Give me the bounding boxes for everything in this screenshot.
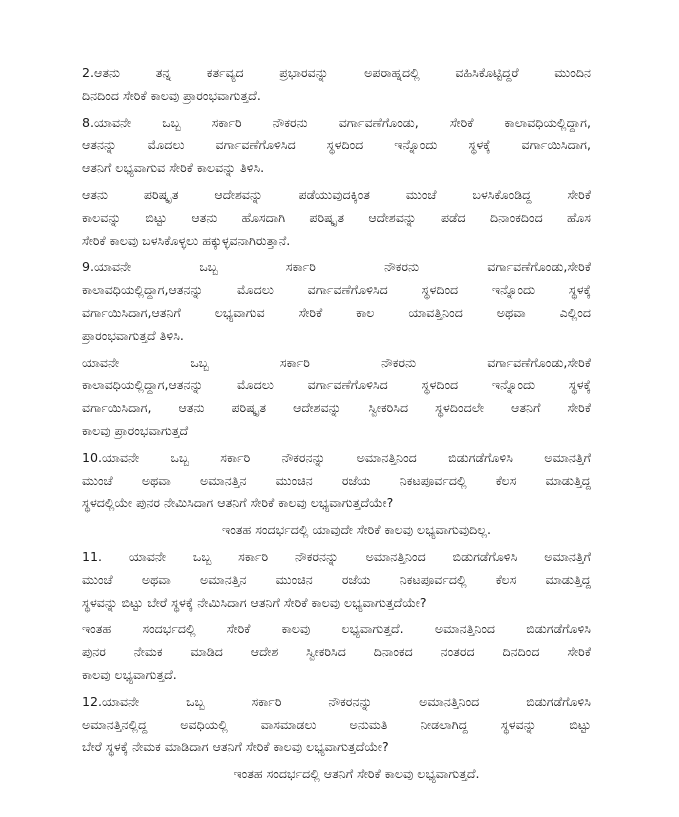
paragraph-10 xyxy=(82,447,591,515)
text-line: ಇಂತಹ ಸಂದರ್ಭದಲ್ಲಿ ಆತನಿಗೆ ಸೇರಿಕೆ ಕಾಲವು ಲಭ್ಯವಾಗುತ್ತದೆ. xyxy=(233,766,480,782)
text-line: ಪ್ರಾರಂಭವಾಗುತ್ತದೆ ತಿಳಿಸಿ. xyxy=(82,327,184,343)
paragraph-11-answer xyxy=(82,618,591,686)
text-line: ಪುನರ ನೇಮಕ ಮಾಡಿದ ಆದೇಶ ಸ್ವೀಕರಿಸಿದ ದಿನಾಂಕದ ನಂತರದ ದಿನದಿಂದ ಸೇರಿಕೆ xyxy=(82,644,591,660)
text-line: ಕಾಲವನ್ನು ಬಿಟ್ಟು ಆತನು ಹೊಸದಾಗಿ ಪರಿಷ್ಕೃತ ಆದೇಶವನ್ನು ಪಡೆದ ದಿನಾಂಕದಿಂದ ಹೊಸ xyxy=(82,209,591,225)
text-line: 12.ಯಾವನೇ ಒಬ್ಬ ಸರ್ಕಾರಿ ನೌಕರನನ್ನು ಅಮಾನತ್ತಿನಿಂದ ಬಿಡುಗಡೆಗೊಳಿಸಿ xyxy=(82,693,591,709)
text-line: 11. ಯಾವನೇ ಒಬ್ಬ ಸರ್ಕಾರಿ ನೌಕರನನ್ನು ಅಮಾನತ್ತಿನಿಂದ ಬಿಡುಗಡೆಗೊಳಿಸಿ ಅಮಾನತ್ತಿಗೆ xyxy=(82,548,591,564)
text-line: ದಿನದಿಂದ ಸೇರಿಕೆ ಕಾಲವು ಪ್ರಾರಂಭವಾಗುತ್ತದೆ. xyxy=(82,87,261,103)
paragraph-8-answer xyxy=(82,184,591,252)
paragraph-10-answer xyxy=(82,519,591,542)
text-line: ಸ್ಥಳದಲ್ಲಿಯೇ ಪುನರ ನೇಮಿಸಿದಾಗ ಆತನಿಗೆ ಸೇರಿಕೆ ಕಾಲವು ಲಭ್ಯವಾಗುತ್ತದೆಯೇ? xyxy=(82,495,394,511)
text-line: 2.ಆತನು ತನ್ನ ಕರ್ತವ್ಯದ ಪ್ರಭಾರವನ್ನು ಅಪರಾಹ್ನದಲ್ಲಿ ವಹಿಸಿಕೊಟ್ಟಿದ್ದರೆ ಮುಂದಿನ xyxy=(82,65,591,80)
text-line: 8.ಯಾವನೇ ಒಬ್ಬ ಸರ್ಕಾರಿ ನೌಕರನು ವರ್ಗಾವಣೆಗೊಂಡು, ಸೇರಿಕೆ ಕಾಲಾವಧಿಯಲ್ಲಿದ್ದಾಗ, xyxy=(82,114,591,130)
text-line: ಅಮಾನತ್ತಿನಲ್ಲಿದ್ದ ಅವಧಿಯಲ್ಲಿ ವಾಸಮಾಡಲು ಅನುಮತಿ ನೀಡಲಾಗಿದ್ದ ಸ್ಥಳವನ್ನು ಬಿಟ್ಟು xyxy=(82,716,591,732)
text-line: ಯಾವನೇ ಒಬ್ಬ ಸರ್ಕಾರಿ ನೌಕರನು ವರ್ಗಾವಣೆಗೊಂಡು,ಸೇರಿಕೆ xyxy=(82,354,591,370)
text-line: ಆತನಿಗೆ ಲಭ್ಯವಾಗುವ ಸೇರಿಕೆ ಕಾಲವನ್ನು ತಿಳಿಸಿ. xyxy=(82,160,265,176)
paragraph-11 xyxy=(82,546,591,614)
text-line: 10.ಯಾವನೇ ಒಬ್ಬ ಸರ್ಕಾರಿ ನೌಕರನನ್ನು ಅಮಾನತ್ತಿನಿಂದ ಬಿಡುಗಡೆಗೊಳಿಸಿ ಅಮಾನತ್ತಿಗೆ xyxy=(82,449,591,465)
text-line: ವರ್ಗಾಯಿಸಿದಾಗ,ಆತನಿಗೆ ಲಭ್ಯವಾಗುವ ಸೇರಿಕೆ ಕಾಲ ಯಾವತ್ತಿನಿಂದ ಅಥವಾ ಎಲ್ಲಿಂದ xyxy=(82,304,591,320)
text-line: ಸೇರಿಕೆ ಕಾಲವು ಬಳಸಿಕೊಳ್ಳಲು ಹಕ್ಕುಳ್ಳವನಾಗಿರುತ್ತಾನೆ. xyxy=(82,232,291,248)
text-line: ಸ್ಥಳವನ್ನು ಬಿಟ್ಟು ಬೇರೆ ಸ್ಥಳಕ್ಕೆ ನೇಮಿಸಿದಾಗ ಆತನಿಗೆ ಸೇರಿಕೆ ಕಾಲವು ಲಭ್ಯವಾಗುತ್ತದೆಯೇ? xyxy=(82,594,427,610)
paragraph-8 xyxy=(82,112,591,180)
text-line: ಆತನನ್ನು ಮೊದಲು ವರ್ಗಾವಣೆಗೊಳಿಸಿದ ಸ್ಥಳದಿಂದ ಇನ್ನೊಂದು ಸ್ಥಳಕ್ಕೆ ವರ್ಗಾಯಿಸಿದಾಗ, xyxy=(82,137,591,153)
paragraph-12 xyxy=(82,691,591,759)
paragraph-12-answer xyxy=(82,763,591,786)
text-line: ಕಾಲಾವಧಿಯಲ್ಲಿದ್ದಾಗ,ಆತನನ್ನು ಮೊದಲು ವರ್ಗಾವಣೆಗೊಳಿಸಿದ ಸ್ಥಳದಿಂದ ಇನ್ನೊಂದು ಸ್ಥಳಕ್ಕೆ xyxy=(82,282,591,298)
paragraph-2 xyxy=(82,62,591,108)
text-line: ಕಾಲವು ಲಭ್ಯವಾಗುತ್ತದೆ. xyxy=(82,666,177,682)
paragraph-9-answer xyxy=(82,352,591,443)
text-line: ಇಂತಹ ಸಂದರ್ಭದಲ್ಲಿ ಯಾವುದೇ ಸೇರಿಕೆ ಕಾಲವು ಲಭ್ಯವಾಗುವುದಿಲ್ಲ. xyxy=(222,522,491,538)
paragraph-9 xyxy=(82,256,591,347)
text-line: 9.ಯಾವನೇ ಒಬ್ಬ ಸರ್ಕಾರಿ ನೌಕರನು ವರ್ಗಾವಣೆಗೊಂಡು,ಸೇರಿಕೆ xyxy=(82,259,591,275)
text-line: ಮುಂಚೆ ಅಥವಾ ಅಮಾನತ್ತಿನ ಮುಂಚಿನ ರಜೆಯ ನಿಕಟಪೂರ್ವದಲ್ಲಿ ಕೆಲಸ ಮಾಡುತ್ತಿದ್ದ xyxy=(82,571,591,587)
text-line: ಬೇರೆ ಸ್ಥಳಕ್ಕೆ ನೇಮಕ ಮಾಡಿದಾಗ ಆತನಿಗೆ ಸೇರಿಕೆ ಕಾಲವು ಲಭ್ಯವಾಗುತ್ತದೆಯೇ? xyxy=(82,739,389,755)
text-line: ಕಾಲಾವಧಿಯಲ್ಲಿದ್ದಾಗ,ಆತನನ್ನು ಮೊದಲು ವರ್ಗಾವಣೆಗೊಳಿಸಿದ ಸ್ಥಳದಿಂದ ಇನ್ನೊಂದು ಸ್ಥಳಕ್ಕೆ xyxy=(82,377,591,393)
text-line: ಆತನು ಪರಿಷ್ಕೃತ ಆದೇಶವನ್ನು ಪಡೆಯುವುದಕ್ಕಿಂತ ಮುಂಚೆ ಬಳಸಿಕೊಂಡಿದ್ದ ಸೇರಿಕೆ xyxy=(82,186,591,202)
text-line: ಇಂತಹ ಸಂದರ್ಭದಲ್ಲಿ ಸೇರಿಕೆ ಕಾಲವು ಲಭ್ಯವಾಗುತ್ತದೆ. ಅಮಾನತ್ತಿನಿಂದ ಬಿಡುಗಡೆಗೊಳಿಸಿ xyxy=(82,621,591,637)
text-line: ಕಾಲವು ಪ್ರಾರಂಭವಾಗುತ್ತದೆ xyxy=(82,422,189,438)
text-line: ಮುಂಚೆ ಅಥವಾ ಅಮಾನತ್ತಿನ ಮುಂಚಿನ ರಜೆಯ ನಿಕಟಪೂರ್ವದಲ್ಲಿ ಕೆಲಸ ಮಾಡುತ್ತಿದ್ದ xyxy=(82,472,591,488)
text-line: ವರ್ಗಾಯಿಸಿದಾಗ, ಆತನು ಪರಿಷ್ಕೃತ ಆದೇಶವನ್ನು ಸ್ವೀಕರಿಸಿದ ಸ್ಥಳದಿಂದಲೇ ಆತನಿಗೆ ಸೇರಿಕೆ xyxy=(82,400,591,416)
